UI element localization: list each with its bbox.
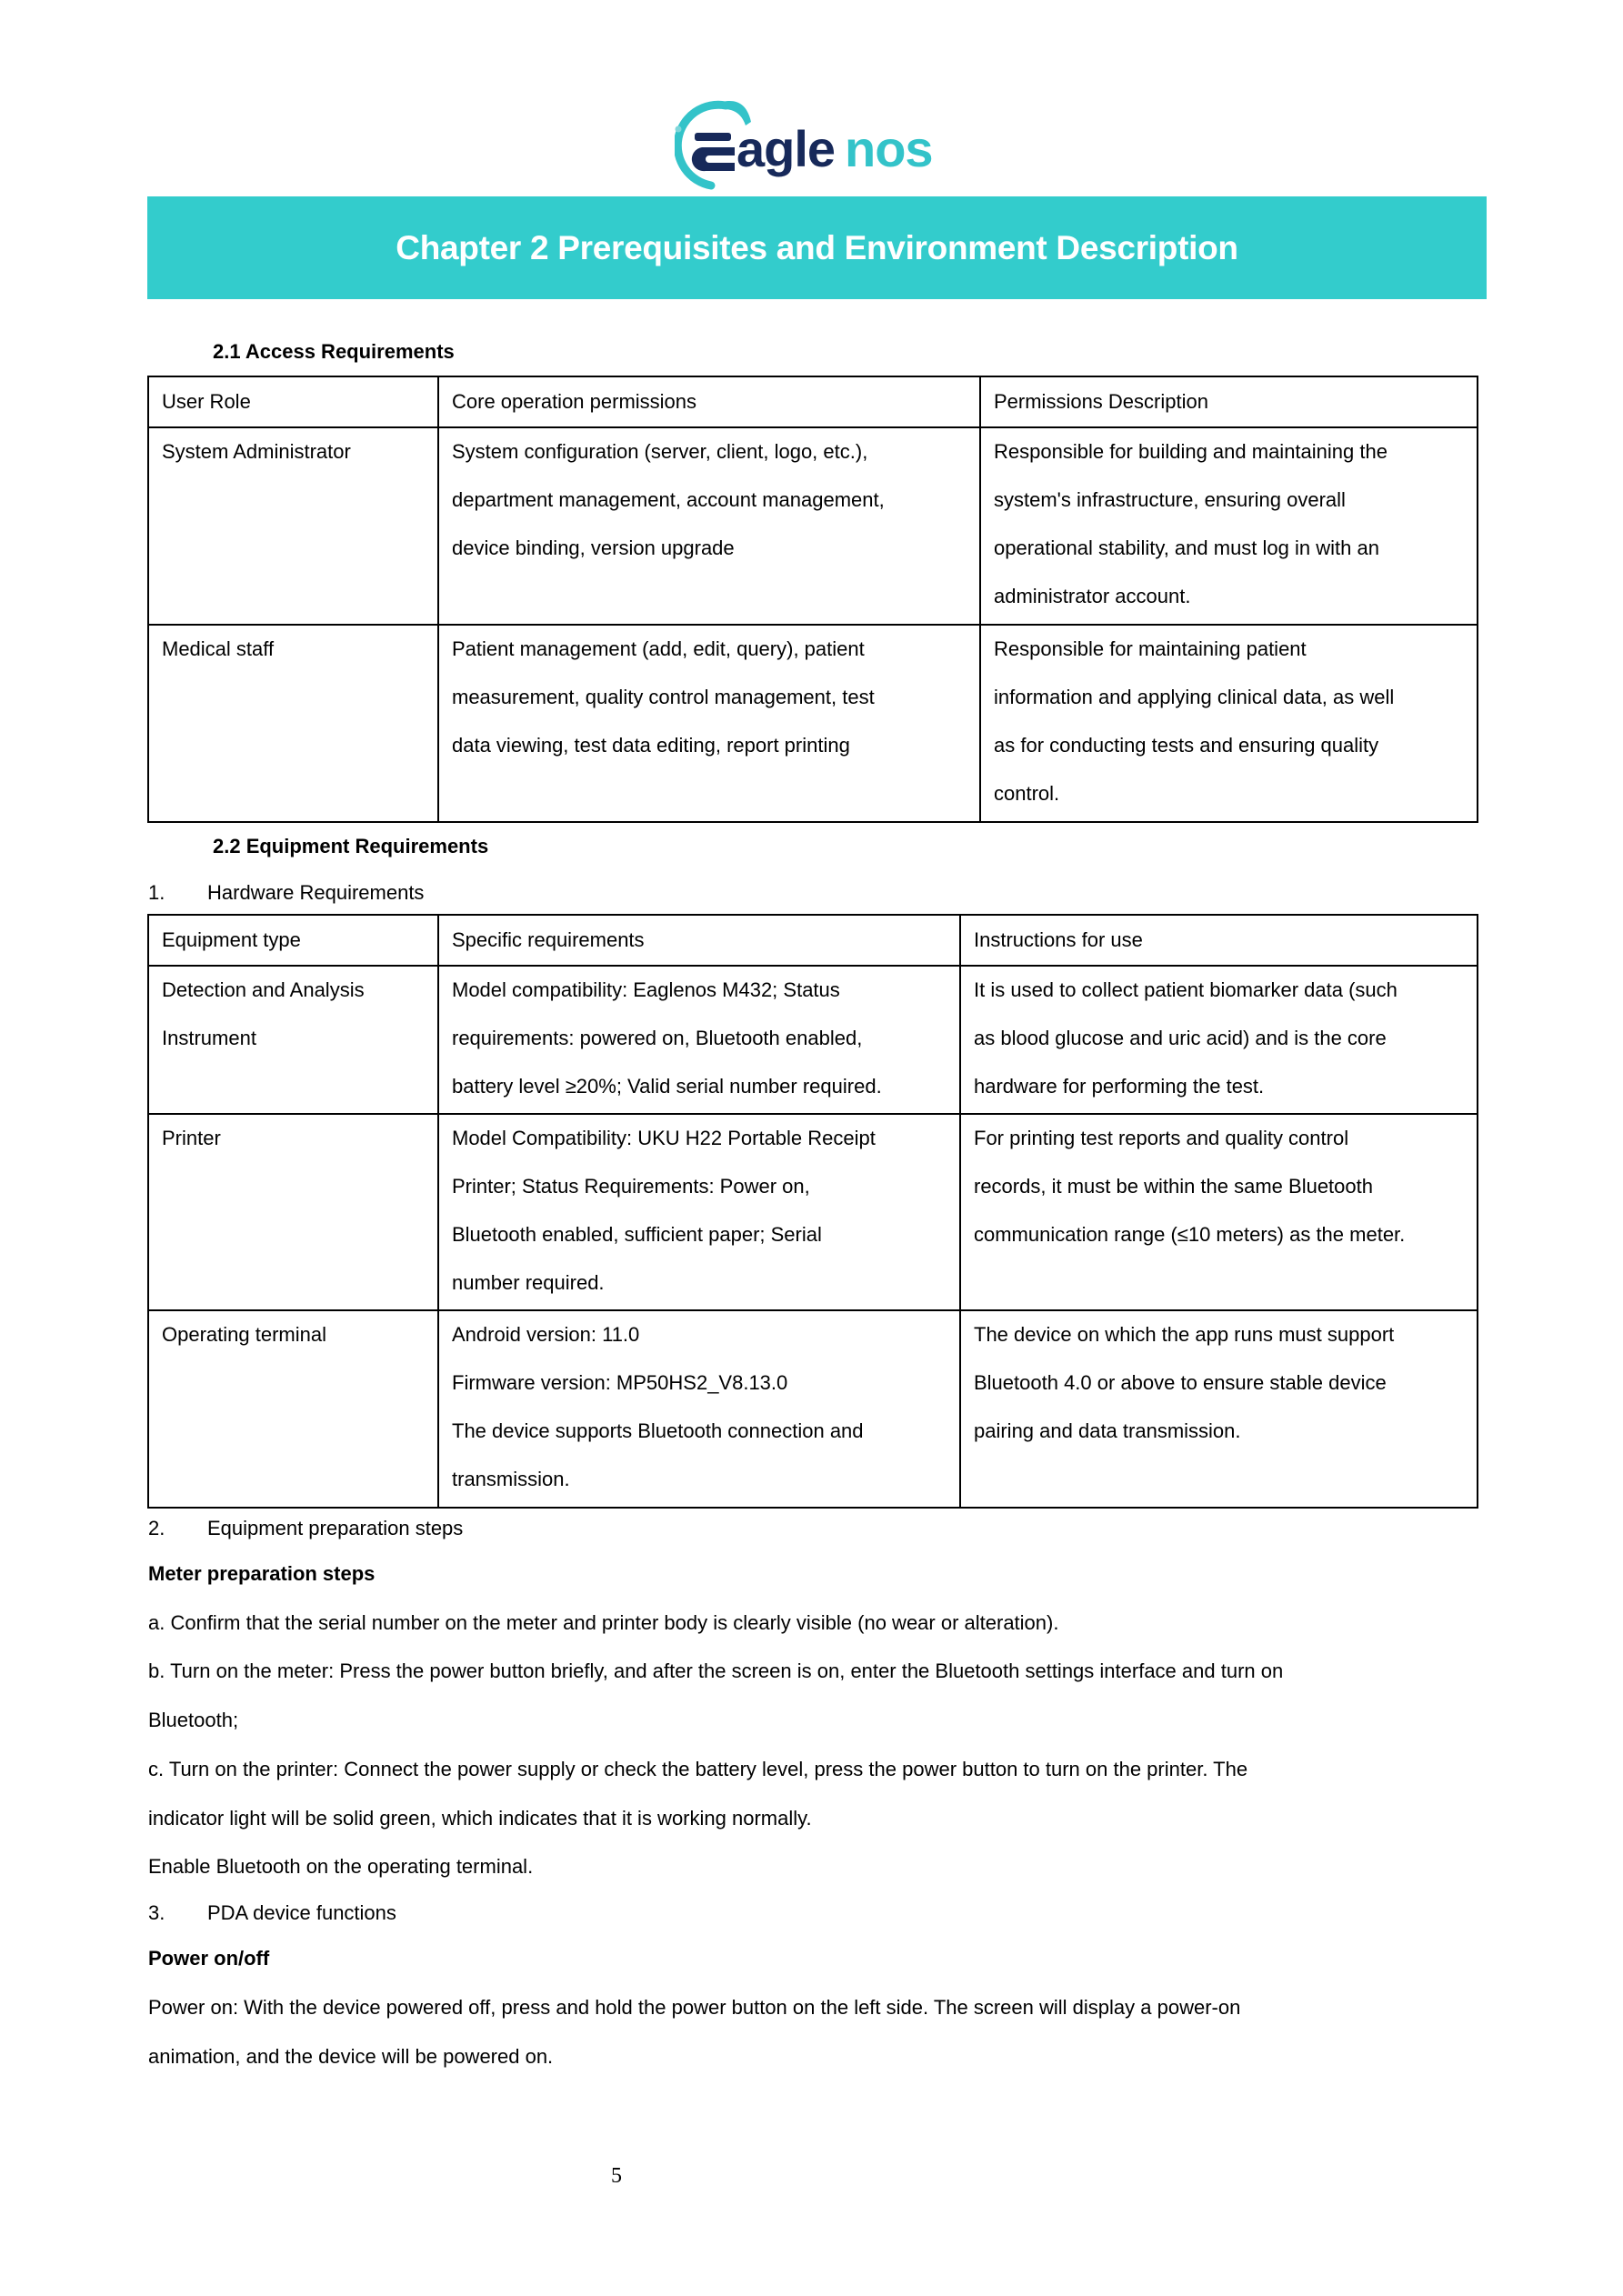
step-a-text: a. Confirm that the serial number on the meter and printer body is clearly visible (no wear or alteration).: [148, 1611, 1059, 1634]
table-header-cell: User Role: [148, 376, 438, 427]
table-header-cell: Specific requirements: [438, 915, 960, 966]
logo-text-light: nos: [845, 120, 933, 177]
section-2-1-heading: 2.1 Access Requirements: [213, 340, 455, 363]
chapter-title: Chapter 2 Prerequisites and Environment Description: [396, 228, 1238, 266]
list-number: 2.: [148, 1517, 165, 1539]
equipment-type-cell: Printer: [148, 1114, 438, 1310]
list-item-hardware-requirements: [148, 880, 424, 906]
step-c-text-line2: indicator light will be solid green, which indicates that it is working normally.: [148, 1807, 812, 1830]
logo-text-dark: agle: [736, 120, 836, 177]
eaglenos-logo: [675, 95, 957, 191]
table-header-cell: Core operation permissions: [438, 376, 980, 427]
chapter-banner: [147, 196, 1487, 299]
list-label: Equipment preparation steps: [207, 1517, 464, 1539]
table-row: [148, 966, 1478, 1114]
power-heading: Power on/off: [148, 1947, 270, 1970]
equipment-type-cell: Detection and Analysis Instrument: [148, 966, 438, 1114]
equipment-type-cell: Operating terminal: [148, 1310, 438, 1508]
requirements-cell: Android version: 11.0 Firmware version: MP50HS2_V8.13.0 The device supports Bluetooth connection and transmission.: [438, 1310, 960, 1508]
equipment-requirements-table: [147, 914, 1478, 1509]
instructions-cell: It is used to collect patient biomarker data (such as blood glucose and uric acid) and is the core hardware for performing the test.: [960, 966, 1478, 1114]
table-row: [148, 1310, 1478, 1508]
instructions-cell: For printing test reports and quality control records, it must be within the same Bluetooth communication range (≤10 meters) as the meter.: [960, 1114, 1478, 1310]
list-item-pda-functions: [148, 1900, 396, 1926]
requirements-cell: Model Compatibility: UKU H22 Portable Receipt Printer; Status Requirements: Power on, Bluetooth enabled, sufficient paper; Serial number required.: [438, 1114, 960, 1310]
table-header-cell: Instructions for use: [960, 915, 1478, 966]
table-row: [148, 625, 1478, 822]
table-header-cell: Permissions Description: [980, 376, 1478, 427]
list-number: 1.: [148, 881, 165, 904]
power-on-text-line1: Power on: With the device powered off, press and hold the power button on the left side. The screen will display a power-on: [148, 1996, 1241, 2019]
list-label: PDA device functions: [207, 1901, 396, 1924]
step-b-text-line2: Bluetooth;: [148, 1709, 239, 1731]
role-cell: System Administrator: [148, 427, 438, 625]
table-header-row: [148, 915, 1478, 966]
table-header-cell: Equipment type: [148, 915, 438, 966]
step-c-text-line1: c. Turn on the printer: Connect the power supply or check the battery level, press the power button to turn on the printer. The: [148, 1758, 1248, 1780]
meter-prep-heading: Meter preparation steps: [148, 1562, 376, 1585]
enable-bluetooth-text: Enable Bluetooth on the operating terminal.: [148, 1855, 534, 1878]
table-row: [148, 1114, 1478, 1310]
description-cell: Responsible for building and maintaining the system's infrastructure, ensuring overall operational stability, and must log in with an administrator account.: [980, 427, 1478, 625]
list-label: Hardware Requirements: [207, 881, 425, 904]
step-b-text-line1: b. Turn on the meter: Press the power button briefly, and after the screen is on, enter the Bluetooth settings interface and turn on: [148, 1659, 1284, 1682]
power-on-text-line2: animation, and the device will be powered on.: [148, 2045, 554, 2068]
list-item-equipment-preparation: [148, 1516, 463, 1541]
permissions-cell: Patient management (add, edit, query), patient measurement, quality control management, test data viewing, test data editing, report printing: [438, 625, 980, 822]
table-header-row: [148, 376, 1478, 427]
table-row: [148, 427, 1478, 625]
description-cell: Responsible for maintaining patient information and applying clinical data, as well as for conducting tests and ensuring quality control.: [980, 625, 1478, 822]
access-requirements-table: [147, 376, 1478, 823]
role-cell: Medical staff: [148, 625, 438, 822]
page-number: 5: [611, 2164, 622, 2188]
list-number: 3.: [148, 1901, 165, 1924]
section-2-2-heading: 2.2 Equipment Requirements: [213, 835, 489, 857]
instructions-cell: The device on which the app runs must support Bluetooth 4.0 or above to ensure stable device pairing and data transmission.: [960, 1310, 1478, 1508]
requirements-cell: Model compatibility: Eaglenos M432; Status requirements: powered on, Bluetooth enabled, battery level ≥20%; Valid serial number required.: [438, 966, 960, 1114]
permissions-cell: System configuration (server, client, logo, etc.), department management, account management, device binding, version upgrade: [438, 427, 980, 625]
